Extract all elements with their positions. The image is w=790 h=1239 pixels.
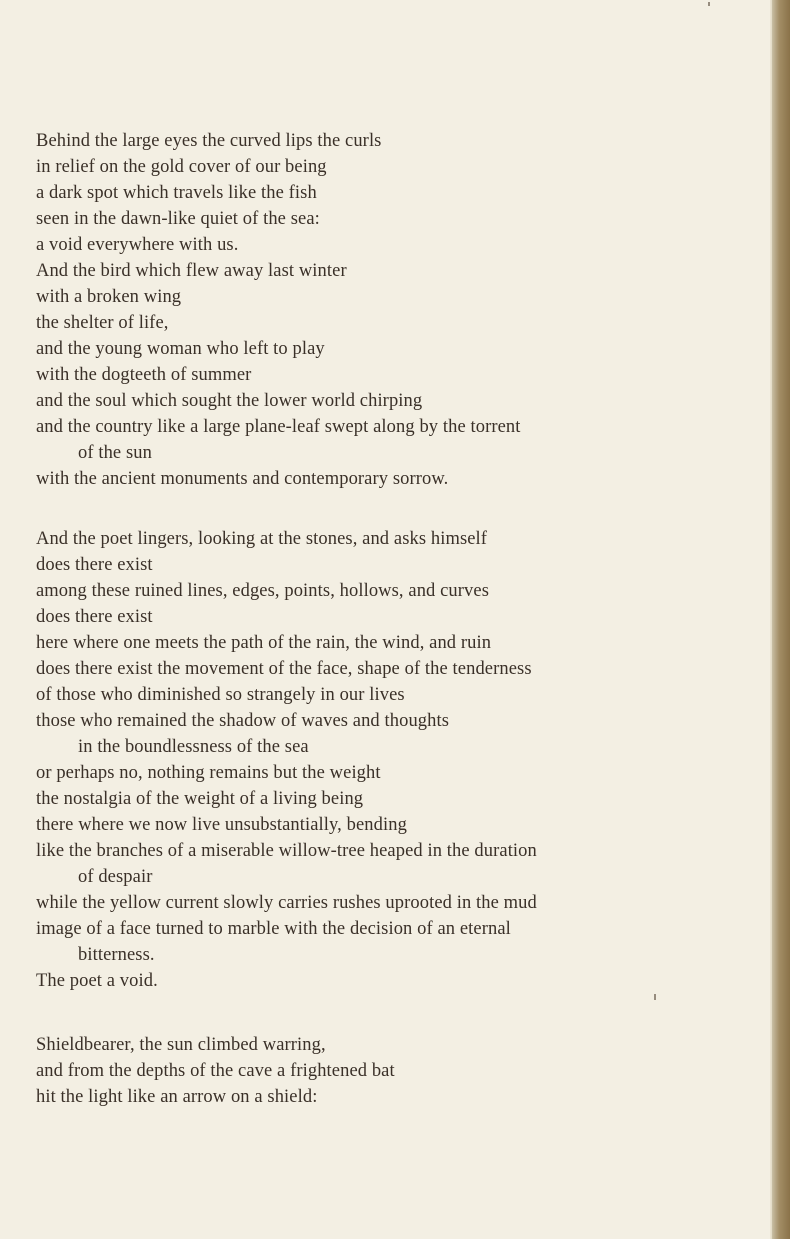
poem-line: those who remained the shadow of waves and thoughts [36, 711, 450, 731]
poem-line: while the yellow current slowly carries rushes uprooted in the mud [36, 893, 537, 913]
poem-line: does there exist the movement of the face, shape of the tenderness [36, 659, 532, 679]
poem-line: bitterness. [78, 945, 155, 965]
stanza-2 [36, 526, 537, 994]
poem-line: does there exist [36, 555, 153, 575]
poem-line: the shelter of life, [36, 313, 169, 333]
poem-line: image of a face turned to marble with the decision of an eternal [36, 919, 511, 939]
poem-line: and the soul which sought the lower world chirping [36, 391, 423, 411]
poem-line: Shieldbearer, the sun climbed warring, [36, 1035, 326, 1055]
paper-speck-top [708, 2, 710, 6]
poem-line: And the poet lingers, looking at the stones, and asks himself [36, 529, 488, 549]
poem-line: a dark spot which travels like the fish [36, 183, 317, 203]
poem-line: Behind the large eyes the curved lips the curls [36, 131, 382, 151]
poem-line: and from the depths of the cave a frightened bat [36, 1061, 395, 1081]
poem-line: with the dogteeth of summer [36, 365, 252, 385]
paper-speck [654, 994, 656, 1000]
page-edge-shadow [772, 0, 790, 1239]
poem-line: The poet a void. [36, 971, 158, 991]
poem-line: with the ancient monuments and contemporary sorrow. [36, 469, 449, 489]
poem-line: and the country like a large plane-leaf swept along by the torrent [36, 417, 521, 437]
poem-line: seen in the dawn-like quiet of the sea: [36, 209, 320, 229]
poem-line: and the young woman who left to play [36, 339, 325, 359]
poem-line: a void everywhere with us. [36, 235, 239, 255]
poem-line: or perhaps no, nothing remains but the weight [36, 763, 381, 783]
poem-line: among these ruined lines, edges, points, hollows, and curves [36, 581, 489, 601]
poem-line: in relief on the gold cover of our being [36, 157, 327, 177]
stanza-1 [36, 128, 676, 492]
poem-line: hit the light like an arrow on a shield: [36, 1087, 318, 1107]
poem-line: of those who diminished so strangely in our lives [36, 685, 405, 705]
poem-line: the nostalgia of the weight of a living being [36, 789, 364, 809]
poem-line: does there exist [36, 607, 153, 627]
poem-line: like the branches of a miserable willow-tree heaped in the duration [36, 841, 537, 861]
poem-line: of despair [78, 867, 153, 887]
poem-line: there where we now live unsubstantially, bending [36, 815, 407, 835]
stanza-3 [36, 1032, 395, 1110]
poem-line: of the sun [78, 443, 152, 463]
poem-line: here where one meets the path of the rain, the wind, and ruin [36, 633, 492, 653]
poem-line: in the boundlessness of the sea [78, 737, 309, 757]
poem-line: And the bird which flew away last winter [36, 261, 347, 281]
poem-body [36, 128, 676, 1107]
poem-line: with a broken wing [36, 287, 182, 307]
